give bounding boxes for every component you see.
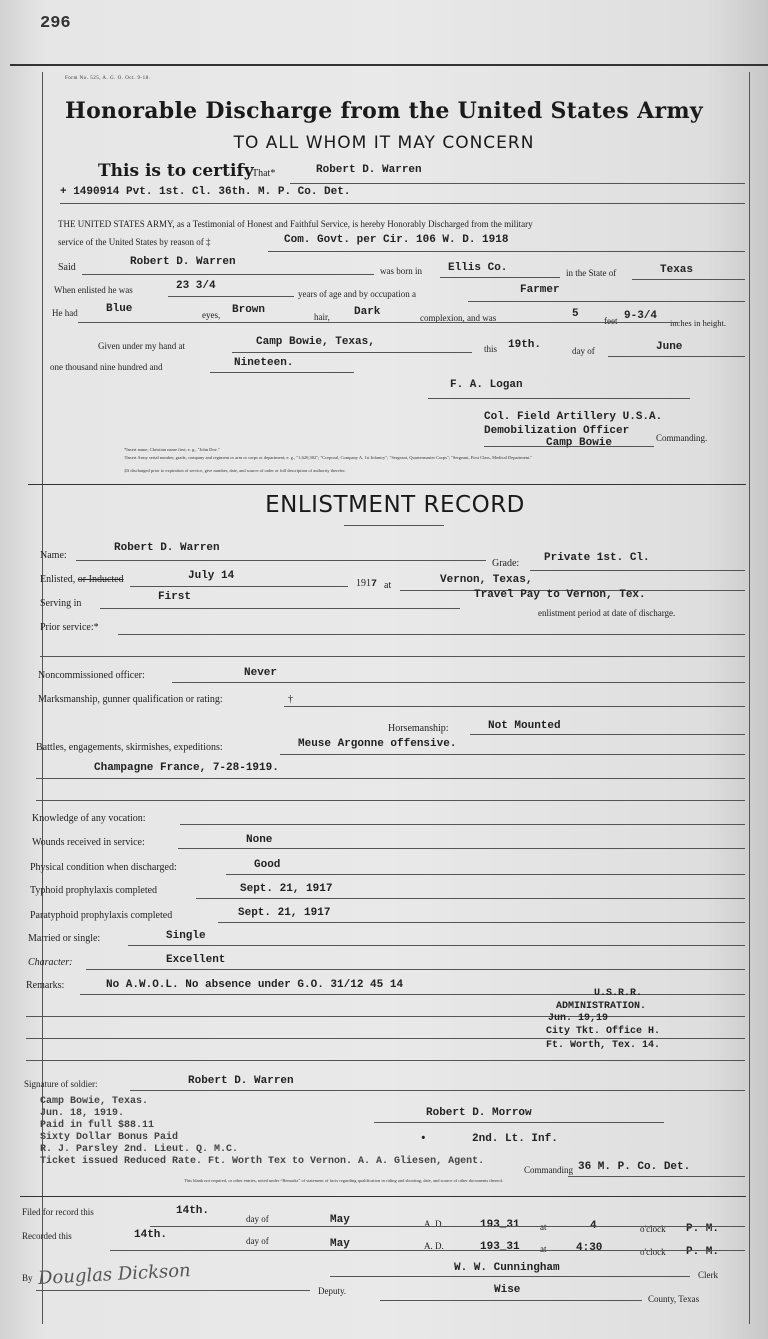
marksmanship-line [284,706,745,707]
enlistee-name: Robert D. Warren [114,542,220,554]
remarks-value: No A.W.O.L. No absence under G.O. 31/12 45 14 [106,979,404,991]
name-label: Name: [40,550,67,561]
born-label: was born in [380,266,422,276]
marksmanship-label: Marksmanship, gunner qualification or rating: [38,694,223,705]
said-label: Said [58,262,76,273]
married-line [128,945,745,946]
marksmanship-mark: † [288,694,293,705]
enlist-date-line [130,586,348,587]
enlisted-place: Vernon, Texas, [440,574,533,586]
horsemanship-value: Not Mounted [488,720,561,732]
age-line [168,296,294,297]
wounds-line [178,848,745,849]
given-day: 19th. [508,339,542,351]
age-label: years of age and by occupation a [298,289,416,299]
nco-label: Noncommissioned officer: [38,670,145,681]
filed-month: May [330,1214,350,1226]
recorded-at: at [540,1244,547,1254]
footnote-3: ‡If discharged prior to expiration of service, give number, date, and source of order or full description of authority therefor. [124,468,346,473]
horsemanship-label: Horsemanship: [388,723,449,734]
payment-2: Jun. 18, 1919. [40,1108,125,1119]
filed-day: 14th. [176,1205,210,1217]
married-label: Married or single: [28,933,101,944]
inducted-struck: or Inducted [77,574,124,585]
paratyphoid-line [218,922,745,923]
signer-office: Demobilization Officer [484,425,630,437]
that-label: That* [252,168,276,179]
recorded-day-of: day of [246,1236,269,1246]
wounds-label: Wounds received in service: [32,837,145,848]
serial-line: + 1490914 Pvt. 1st. Cl. 36th. M. P. Co. Det. [60,186,351,198]
said-line [82,274,374,275]
year-line [210,372,354,373]
year-suffix: 7 [371,579,378,590]
deputy-signature: Douglas Dickson [37,1260,192,1289]
battles-line-2 [36,778,745,779]
day-of-label: day of [572,346,595,356]
usrr-stamp-3: Jun. 19,19 [548,1013,609,1024]
county-label: County, Texas [648,1294,700,1304]
birth-state: Texas [660,264,694,276]
deputy-line [36,1290,310,1291]
signing-officer: F. A. Logan [450,379,523,391]
remarks-line-4 [26,1060,745,1061]
serving-line [100,608,460,609]
recorded-day: 14th. [134,1229,168,1241]
certified-name: Robert D. Warren [316,164,422,176]
soldier-signature: Robert D. Warren [188,1075,294,1087]
remarks-line-1 [80,994,745,995]
character-line [86,969,745,970]
this-label: this [484,344,498,354]
filed-oclock: o'clock [640,1224,666,1234]
fine-print: This blank not required, or other entries, noted under “Remarks” of statement of facts regarding qualification in riding and shooting, date, and source of other documents thereof. [184,1178,504,1183]
payment-3: Paid in full $88.11 [40,1120,155,1131]
enlisted-label [40,574,124,585]
vocation-label: Knowledge of any vocation: [32,813,146,824]
given-month: June [656,341,683,353]
serving-label: Serving in [40,598,82,609]
year-prefix: 191 [356,578,371,589]
said-name: Robert D. Warren [130,256,236,268]
by-label: By [22,1273,33,1283]
unit-line [568,1176,745,1177]
payment-6: Ticket issued Reduced Rate. Ft. Worth Tex to Vernon. A. A. Gliesen, Agent. [40,1156,485,1167]
reason-line [268,251,745,252]
form-number: Form No. 525, A. G. O. Oct. 9-18. [65,76,151,81]
commanding-unit: 36 M. P. Co. Det. [578,1161,691,1173]
birthplace: Ellis Co. [448,262,508,274]
name-field-line [76,560,486,561]
battle-2: Champagne France, 7-28-1919. [94,762,279,774]
commanding-line [484,446,654,447]
eyes-label: eyes, [202,310,221,320]
signer-camp: Camp Bowie [546,437,613,449]
title-underline [344,525,444,526]
officer-name: Robert D. Morrow [426,1107,532,1119]
grade-label: Grade: [492,558,520,569]
typhoid-date: Sept. 21, 1917 [240,883,333,895]
character-label: Character: [28,957,73,968]
occupation-line [468,301,745,302]
army-text: THE UNITED STATES ARMY, as a Testimonial of Honest and Faithful Service, is hereby Honorably Discharged from the military [58,219,533,229]
signature-label: Signature of soldier: [24,1079,98,1089]
serial-underline [60,203,745,204]
character-value: Excellent [166,954,226,966]
remarks-line-3 [26,1038,745,1039]
filed-ampm: P. M. [686,1223,720,1235]
prior-service-label: Prior service:* [40,622,99,633]
signature-line [130,1090,745,1091]
given-label: Given under my hand at [98,341,185,351]
nco-value: Never [244,667,278,679]
enlisted-date: July 14 [188,570,235,582]
typhoid-label: Typhoid prophylaxis completed [30,885,158,896]
remarks-label: Remarks: [26,980,65,991]
filed-year: 193_31 [480,1219,520,1231]
place-line [232,352,472,353]
serving-suffix: enlistment period at date of discharge. [538,608,676,618]
discharge-reason: Com. Govt. per Cir. 106 W. D. 1918 [284,234,509,246]
enlistment-title: ENLISTMENT RECORD [265,492,525,518]
state-line [632,279,745,280]
battles-line-1 [280,754,745,755]
feet-label: feet [604,316,618,326]
section-divider [28,484,746,485]
travel-pay: Travel Pay to Vernon, Tex. [474,589,646,601]
usrr-stamp-1: U.S.R.R. [594,988,643,999]
filed-time: 4 [590,1220,597,1232]
prior-line-1 [118,634,745,635]
enlist-year [356,578,377,590]
footnote-1: *Insert name, Christian name first; e. g., "John Doe." [124,447,220,452]
serial-text: 1490914 Pvt. 1st. Cl. 36th. M. P. Co. Det. [73,186,351,198]
filed-label: Filed for record this [22,1207,94,1217]
usrr-stamp-5: Ft. Worth, Tex. 14. [546,1040,661,1051]
top-rule [10,64,768,66]
page-number: 296 [40,14,71,33]
complexion-label: complexion, and was [420,313,497,323]
filed-ad: A. D. [424,1219,444,1229]
prior-line-2 [40,656,745,657]
thousand-label: one thousand nine hundred and [50,362,163,372]
vocation-line [180,824,745,825]
battles-label: Battles, engagements, skirmishes, expeditions: [36,742,223,753]
month-line [608,356,745,357]
recorded-oclock: o'clock [640,1247,666,1257]
recorded-time: 4:30 [576,1242,603,1254]
payment-5: R. J. Parsley 2nd. Lieut. Q. M.C. [40,1144,239,1155]
state-label: in the State of [566,268,617,278]
filed-line [150,1226,745,1227]
physical-cond-line [226,874,745,875]
filed-day-of: day of [246,1214,269,1224]
horse-line [470,734,745,735]
usrr-stamp-2: ADMINISTRATION. [556,1001,647,1012]
payment-4: Sixty Dollar Bonus Paid [40,1132,179,1143]
certify-label: This is to certify [98,161,254,181]
service-label: service of the United States by reason of ‡ [58,237,211,247]
physical-label: Physical condition when discharged: [30,862,177,873]
deputy-label: Deputy. [318,1286,347,1296]
enlisted-age-label: When enlisted he was [54,285,133,295]
married-value: Single [166,930,206,942]
recorded-label: Recorded this [22,1231,72,1241]
grade-line [530,570,745,571]
clerk-line [330,1276,690,1277]
eye-color: Blue [106,303,133,315]
battle-1: Meuse Argonne offensive. [298,738,457,750]
hair-label: hair, [314,312,330,322]
physical-line [78,322,678,323]
complexion: Dark [354,306,381,318]
signer-title: Col. Field Artillery U.S.A. [484,411,663,423]
physical-value: Good [254,859,281,871]
signer-line [428,398,690,399]
age: 23 3/4 [176,280,216,292]
recorded-ad: A. D. [424,1241,444,1251]
remarks-line-2 [26,1016,745,1017]
enlisted-word: Enlisted, [40,574,76,585]
given-year: Nineteen. [234,357,294,369]
officer-mark: • [420,1133,427,1145]
grade: Private 1st. Cl. [544,552,650,564]
battles-line-3 [36,800,745,801]
hair-color: Brown [232,304,266,316]
recorded-month: May [330,1238,350,1250]
inches-label: inches in height. [670,318,726,328]
name-line [290,183,745,184]
height-inches: 9-3/4 [624,310,658,322]
wounds-value: None [246,834,273,846]
filing-divider [20,1196,746,1197]
footnote-2: †Insert Army serial number, grade, company and regiment or arm or corps or department; e. g., "1,620,302"; "Corporal, Company A, 1st Infantry"; "Sergeant, Quartermaster Corps"; "Sergeant, First Class, Medical Department." [124,455,533,460]
usrr-stamp-4: City Tkt. Office H. [546,1026,661,1037]
clerk-label: Clerk [698,1270,718,1280]
at-label: at [384,580,392,591]
document-subtitle: TO ALL WHOM IT MAY CONCERN [233,133,535,153]
county-name: Wise [494,1284,521,1296]
payment-1: Camp Bowie, Texas. [40,1096,149,1107]
recorded-year: 193_31 [480,1241,520,1253]
height-feet: 5 [572,308,579,320]
paratyphoid-date: Sept. 21, 1917 [238,907,331,919]
birthplace-line [440,277,560,278]
commanding-label: Commanding. [656,433,708,443]
filed-at: at [540,1222,547,1232]
typhoid-line [196,898,745,899]
document-title: Honorable Discharge from the United States Army [64,98,704,124]
officer-rank: 2nd. Lt. Inf. [472,1133,558,1145]
given-place: Camp Bowie, Texas, [256,336,375,348]
clerk-name: W. W. Cunningham [454,1262,560,1274]
occupation: Farmer [520,284,560,296]
enl-commanding-label: Commanding [524,1165,573,1175]
paratyphoid-label: Paratyphoid prophylaxis completed [30,910,173,921]
officer-line [374,1122,664,1123]
serving-period: First [158,591,192,603]
he-had-label: He had [52,308,78,318]
county-line [380,1300,642,1301]
recorded-line [110,1250,745,1251]
nco-line [172,682,745,683]
recorded-ampm: P. M. [686,1246,720,1258]
